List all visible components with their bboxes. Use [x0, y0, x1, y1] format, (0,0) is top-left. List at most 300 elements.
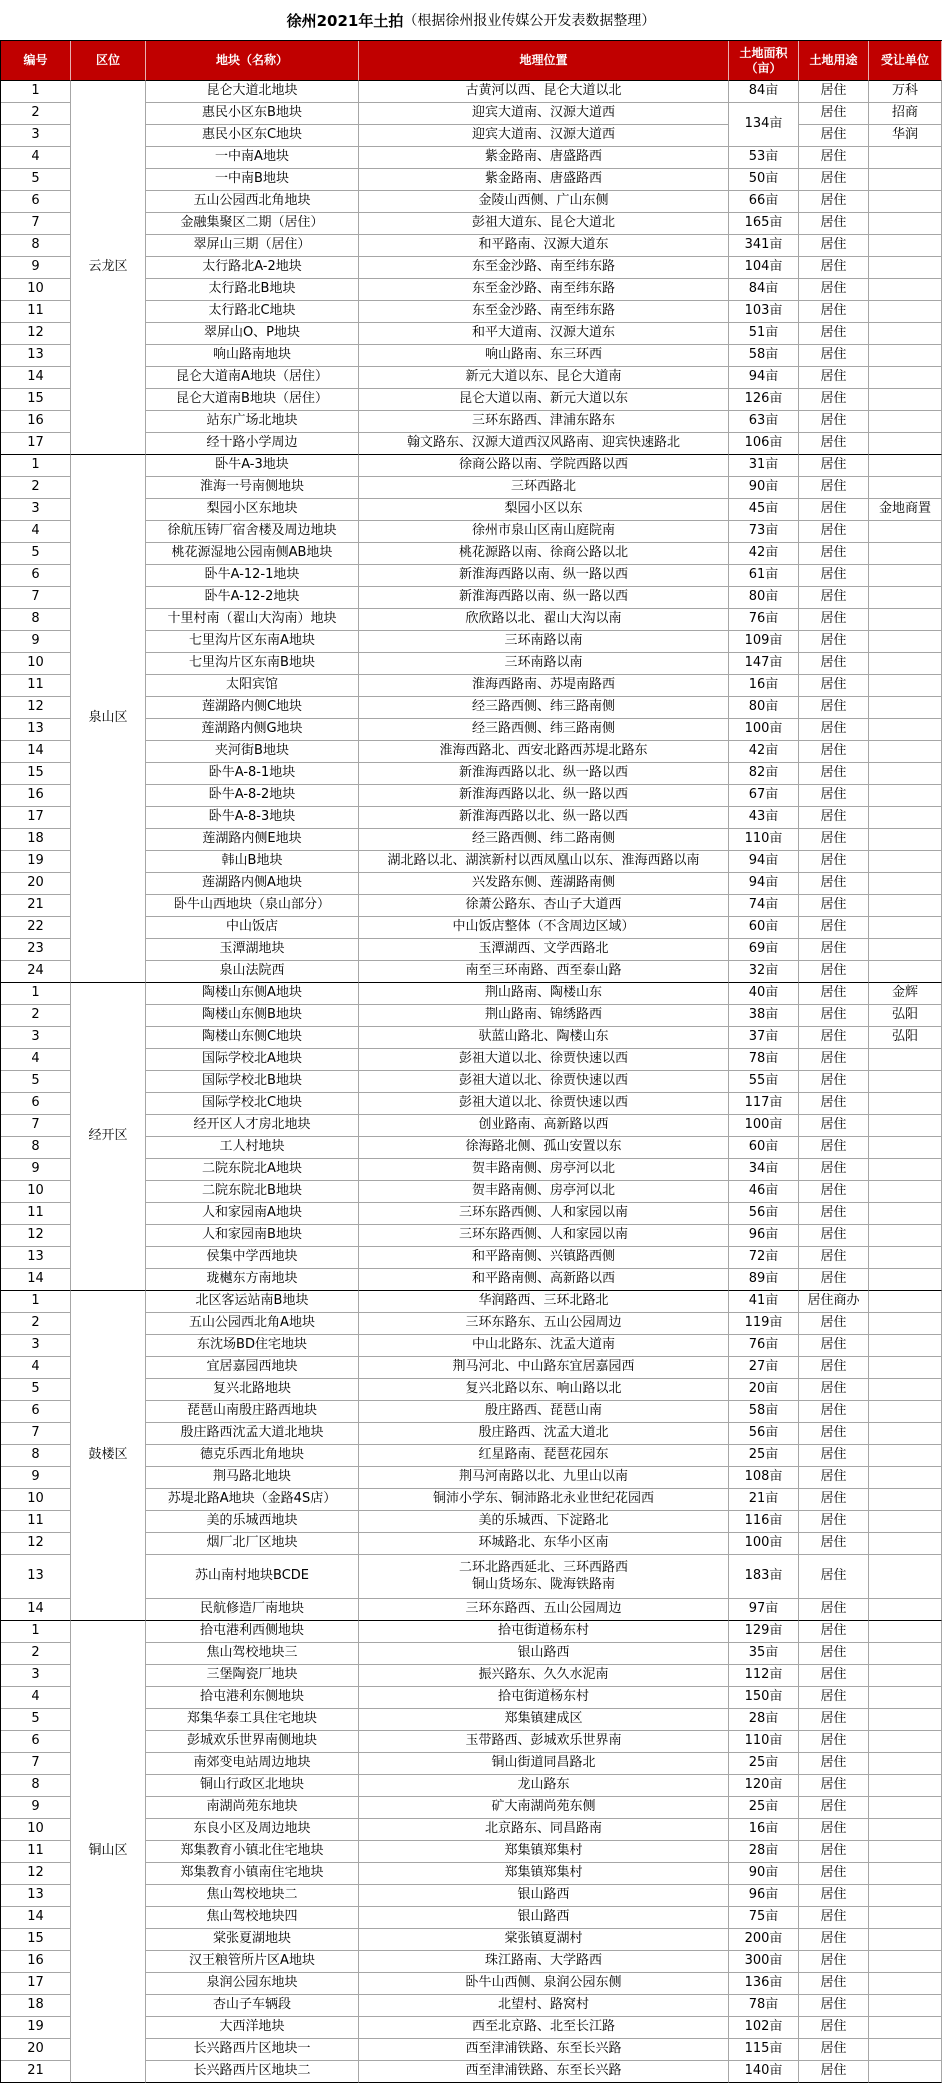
buyer-cell: 招商 — [869, 103, 942, 125]
land-use-cell: 居住 — [799, 939, 869, 961]
header-use: 土地用途 — [799, 41, 869, 81]
location-cell: 和平大道南、汉源大道东 — [359, 323, 729, 345]
land-use-cell: 居住 — [799, 2017, 869, 2039]
area-cell: 21亩 — [729, 1489, 799, 1511]
buyer-cell — [869, 1775, 942, 1797]
buyer-cell — [869, 1841, 942, 1863]
parcel-name-cell: 民航修造厂南地块 — [146, 1599, 359, 1621]
location-cell: 三环东路西、五山公园周边 — [359, 1599, 729, 1621]
parcel-name-cell: 荆马路北地块 — [146, 1467, 359, 1489]
location-cell: 荆山路南、锦绣路西 — [359, 1005, 729, 1027]
area-cell: 126亩 — [729, 389, 799, 411]
buyer-cell — [869, 1621, 942, 1643]
buyer-cell — [869, 1093, 942, 1115]
land-use-cell: 居住 — [799, 1907, 869, 1929]
row-number-cell: 8 — [1, 1775, 71, 1797]
land-use-cell: 居住 — [799, 1995, 869, 2017]
buyer-cell: 万科 — [869, 81, 942, 103]
area-cell: 60亩 — [729, 917, 799, 939]
location-cell: 西至津浦铁路、东至长兴路 — [359, 2039, 729, 2061]
row-number-cell: 14 — [1, 741, 71, 763]
parcel-name-cell: 七里沟片区东南A地块 — [146, 631, 359, 653]
buyer-cell — [869, 367, 942, 389]
row-number-cell: 8 — [1, 235, 71, 257]
row-number-cell: 10 — [1, 1181, 71, 1203]
area-cell: 84亩 — [729, 81, 799, 103]
location-cell: 新淮海西路以北、纵一路以西 — [359, 785, 729, 807]
area-cell: 50亩 — [729, 169, 799, 191]
area-cell: 58亩 — [729, 1401, 799, 1423]
land-use-cell: 居住 — [799, 983, 869, 1005]
parcel-name-cell: 工人村地块 — [146, 1137, 359, 1159]
location-cell: 龙山路东 — [359, 1775, 729, 1797]
area-cell: 72亩 — [729, 1247, 799, 1269]
area-cell: 147亩 — [729, 653, 799, 675]
buyer-cell — [869, 2039, 942, 2061]
area-cell: 67亩 — [729, 785, 799, 807]
parcel-name-cell: 金融集聚区二期（居住） — [146, 213, 359, 235]
parcel-name-cell: 梨园小区东地块 — [146, 499, 359, 521]
location-cell: 南至三环南路、西至泰山路 — [359, 961, 729, 983]
location-cell: 棠张镇夏湖村 — [359, 1929, 729, 1951]
land-use-cell: 居住 — [799, 1467, 869, 1489]
parcel-name-cell: 北区客运站南B地块 — [146, 1291, 359, 1313]
location-cell: 湖北路以北、湖滨新村以西凤凰山以东、淮海西路以南 — [359, 851, 729, 873]
row-number-cell: 9 — [1, 1467, 71, 1489]
row-number-cell: 13 — [1, 1555, 71, 1599]
area-cell: 116亩 — [729, 1511, 799, 1533]
parcel-name-cell: 韩山B地块 — [146, 851, 359, 873]
location-cell: 紫金路南、唐盛路西 — [359, 169, 729, 191]
buyer-cell — [869, 1225, 942, 1247]
area-cell: 35亩 — [729, 1643, 799, 1665]
parcel-name-cell: 南郊变电站周边地块 — [146, 1753, 359, 1775]
parcel-name-cell: 太行路北A-2地块 — [146, 257, 359, 279]
parcel-name-cell: 焦山驾校地块三 — [146, 1643, 359, 1665]
area-cell: 102亩 — [729, 2017, 799, 2039]
area-cell: 31亩 — [729, 455, 799, 477]
row-number-cell: 6 — [1, 565, 71, 587]
land-use-cell: 居住 — [799, 1753, 869, 1775]
parcel-name-cell: 国际学校北C地块 — [146, 1093, 359, 1115]
location-cell: 兴发路东侧、莲湖路南侧 — [359, 873, 729, 895]
location-cell: 西至北京路、北至长江路 — [359, 2017, 729, 2039]
location-cell: 红星路南、琵琶花园东 — [359, 1445, 729, 1467]
area-cell: 89亩 — [729, 1269, 799, 1291]
location-cell: 三环东路西、津浦东路东 — [359, 411, 729, 433]
parcel-name-cell: 大西洋地块 — [146, 2017, 359, 2039]
header-district: 区位 — [71, 41, 146, 81]
land-use-cell: 居住 — [799, 279, 869, 301]
area-cell: 100亩 — [729, 1533, 799, 1555]
land-use-cell: 居住 — [799, 785, 869, 807]
buyer-cell — [869, 1709, 942, 1731]
location-cell: 欣欣路以北、翟山大沟以南 — [359, 609, 729, 631]
header-location: 地理位置 — [359, 41, 729, 81]
location-cell: 郑集镇建成区 — [359, 1709, 729, 1731]
parcel-name-cell: 殷庄路西沈孟大道北地块 — [146, 1423, 359, 1445]
row-number-cell: 2 — [1, 1643, 71, 1665]
land-use-cell: 居住 — [799, 565, 869, 587]
parcel-name-cell: 昆仑大道南A地块（居住） — [146, 367, 359, 389]
land-use-cell: 居住 — [799, 1929, 869, 1951]
area-cell: 76亩 — [729, 609, 799, 631]
row-number-cell: 11 — [1, 301, 71, 323]
buyer-cell — [869, 1819, 942, 1841]
land-use-cell: 居住 — [799, 1225, 869, 1247]
parcel-name-cell: 焦山驾校地块二 — [146, 1885, 359, 1907]
area-cell: 51亩 — [729, 323, 799, 345]
buyer-cell — [869, 829, 942, 851]
title-main: 徐州2021年土拍 — [286, 11, 404, 30]
parcel-name-cell: 苏山南村地块BCDE — [146, 1555, 359, 1599]
parcel-name-cell: 翠屏山三期（居住） — [146, 235, 359, 257]
row-number-cell: 10 — [1, 279, 71, 301]
buyer-cell — [869, 1863, 942, 1885]
row-number-cell: 5 — [1, 1071, 71, 1093]
row-number-cell: 16 — [1, 411, 71, 433]
parcel-name-cell: 响山路南地块 — [146, 345, 359, 367]
row-number-cell: 19 — [1, 851, 71, 873]
row-number-cell: 1 — [1, 81, 71, 103]
land-use-cell: 居住 — [799, 235, 869, 257]
area-cell: 42亩 — [729, 543, 799, 565]
parcel-name-cell: 中山饭店 — [146, 917, 359, 939]
buyer-cell — [869, 895, 942, 917]
row-number-cell: 4 — [1, 1687, 71, 1709]
location-cell: 卧牛山西侧、泉润公园东侧 — [359, 1973, 729, 1995]
row-number-cell: 3 — [1, 1335, 71, 1357]
buyer-cell — [869, 1643, 942, 1665]
row-number-cell: 6 — [1, 1731, 71, 1753]
area-cell: 200亩 — [729, 1929, 799, 1951]
location-cell: 拾屯街道杨东村 — [359, 1621, 729, 1643]
location-cell: 经三路西侧、纬三路南侧 — [359, 719, 729, 741]
land-use-cell: 居住 — [799, 1027, 869, 1049]
parcel-name-cell: 侯集中学西地块 — [146, 1247, 359, 1269]
row-number-cell: 13 — [1, 1247, 71, 1269]
row-number-cell: 20 — [1, 2039, 71, 2061]
parcel-name-cell: 宜居嘉园西地块 — [146, 1357, 359, 1379]
parcel-name-cell: 淮海一号南侧地块 — [146, 477, 359, 499]
area-cell: 106亩 — [729, 433, 799, 455]
buyer-cell — [869, 1687, 942, 1709]
parcel-name-cell: 十里村南（翟山大沟南）地块 — [146, 609, 359, 631]
parcel-name-cell: 苏堤北路A地块（金路4S店） — [146, 1489, 359, 1511]
parcel-name-cell: 惠民小区东B地块 — [146, 103, 359, 125]
land-use-cell: 居住 — [799, 125, 869, 147]
area-cell: 109亩 — [729, 631, 799, 653]
location-cell: 彭祖大道以北、徐贾快速以西 — [359, 1049, 729, 1071]
land-use-cell: 居住 — [799, 1533, 869, 1555]
area-cell: 25亩 — [729, 1753, 799, 1775]
land-use-cell: 居住 — [799, 147, 869, 169]
buyer-cell — [869, 213, 942, 235]
buyer-cell — [869, 235, 942, 257]
area-cell: 300亩 — [729, 1951, 799, 1973]
district-cell: 泉山区 — [71, 455, 146, 983]
buyer-cell — [869, 1555, 942, 1599]
parcel-name-cell: 莲湖路内侧E地块 — [146, 829, 359, 851]
land-use-cell: 居住 — [799, 807, 869, 829]
land-use-cell: 居住 — [799, 587, 869, 609]
land-use-cell: 居住 — [799, 1335, 869, 1357]
buyer-cell — [869, 1885, 942, 1907]
row-number-cell: 6 — [1, 1401, 71, 1423]
row-number-cell: 2 — [1, 1313, 71, 1335]
area-cell: 120亩 — [729, 1775, 799, 1797]
row-number-cell: 7 — [1, 587, 71, 609]
parcel-name-cell: 夹河街B地块 — [146, 741, 359, 763]
row-number-cell: 15 — [1, 1929, 71, 1951]
location-cell: 梨园小区以东 — [359, 499, 729, 521]
land-use-cell: 居住 — [799, 1115, 869, 1137]
parcel-name-cell: 焦山驾校地块四 — [146, 1907, 359, 1929]
buyer-cell — [869, 917, 942, 939]
row-number-cell: 18 — [1, 1995, 71, 2017]
location-line: 铜山货场东、陇海铁路南 — [471, 1576, 615, 1592]
row-number-cell: 3 — [1, 1027, 71, 1049]
buyer-cell — [869, 169, 942, 191]
location-cell: 三环东路西侧、人和家园以南 — [359, 1203, 729, 1225]
row-number-cell: 1 — [1, 455, 71, 477]
land-use-cell: 居住 — [799, 1731, 869, 1753]
row-number-cell: 4 — [1, 1357, 71, 1379]
location-cell: 新元大道以东、昆仑大道南 — [359, 367, 729, 389]
location-cell: 彭祖大道东、昆仑大道北 — [359, 213, 729, 235]
location-cell: 美的乐城西、下淀路北 — [359, 1511, 729, 1533]
location-line: 二环北路西延北、三环西路西 — [458, 1560, 628, 1576]
parcel-name-cell: 徐航压铸厂宿舍楼及周边地块 — [146, 521, 359, 543]
row-number-cell: 8 — [1, 1445, 71, 1467]
land-use-cell: 居住 — [799, 1049, 869, 1071]
land-use-cell: 居住 — [799, 543, 869, 565]
row-number-cell: 15 — [1, 389, 71, 411]
row-number-cell: 7 — [1, 213, 71, 235]
parcel-name-cell: 昆仑大道北地块 — [146, 81, 359, 103]
buyer-cell — [869, 301, 942, 323]
area-cell: 183亩 — [729, 1555, 799, 1599]
row-number-cell: 17 — [1, 433, 71, 455]
land-use-cell: 居住 — [799, 675, 869, 697]
row-number-cell: 9 — [1, 257, 71, 279]
location-cell: 复兴北路以东、响山路以北 — [359, 1379, 729, 1401]
row-number-cell: 10 — [1, 1489, 71, 1511]
parcel-name-cell: 莲湖路内侧A地块 — [146, 873, 359, 895]
buyer-cell — [869, 719, 942, 741]
location-cell: 和平路南、汉源大道东 — [359, 235, 729, 257]
parcel-name-cell: 泉润公园东地块 — [146, 1973, 359, 1995]
area-cell: 25亩 — [729, 1797, 799, 1819]
area-cell: 53亩 — [729, 147, 799, 169]
row-number-cell: 9 — [1, 1159, 71, 1181]
row-number-cell: 17 — [1, 807, 71, 829]
location-cell: 中山饭店整体（不含周边区域） — [359, 917, 729, 939]
area-cell: 96亩 — [729, 1225, 799, 1247]
area-cell: 41亩 — [729, 1291, 799, 1313]
location-cell: 新淮海西路以南、纵一路以西 — [359, 587, 729, 609]
location-cell: 郑集镇郑集村 — [359, 1863, 729, 1885]
buyer-cell — [869, 697, 942, 719]
area-cell: 27亩 — [729, 1357, 799, 1379]
location-cell: 环城路北、东华小区南 — [359, 1533, 729, 1555]
buyer-cell — [869, 1929, 942, 1951]
buyer-cell — [869, 1423, 942, 1445]
land-use-cell: 居住 — [799, 1511, 869, 1533]
area-cell: 119亩 — [729, 1313, 799, 1335]
area-cell: 84亩 — [729, 279, 799, 301]
area-cell: 38亩 — [729, 1005, 799, 1027]
buyer-cell — [869, 345, 942, 367]
location-cell: 新淮海西路以北、纵一路以西 — [359, 807, 729, 829]
buyer-cell — [869, 1071, 942, 1093]
parcel-name-cell: 太阳宾馆 — [146, 675, 359, 697]
location-cell: 郑集镇郑集村 — [359, 1841, 729, 1863]
area-cell: 134亩 — [729, 103, 799, 147]
buyer-cell — [869, 587, 942, 609]
parcel-name-cell: 拾屯港利东侧地块 — [146, 1687, 359, 1709]
row-number-cell: 16 — [1, 1951, 71, 1973]
parcel-name-cell: 国际学校北A地块 — [146, 1049, 359, 1071]
land-use-cell: 居住 — [799, 719, 869, 741]
parcel-name-cell: 七里沟片区东南B地块 — [146, 653, 359, 675]
row-number-cell: 1 — [1, 983, 71, 1005]
area-cell: 103亩 — [729, 301, 799, 323]
buyer-cell — [869, 609, 942, 631]
land-use-cell: 居住 — [799, 1071, 869, 1093]
buyer-cell — [869, 1489, 942, 1511]
buyer-cell — [869, 1511, 942, 1533]
header-area — [729, 41, 799, 81]
parcel-name-cell: 三堡陶瓷厂地块 — [146, 1665, 359, 1687]
area-cell: 341亩 — [729, 235, 799, 257]
area-cell: 45亩 — [729, 499, 799, 521]
location-cell: 三环东路西侧、人和家园以南 — [359, 1225, 729, 1247]
land-use-cell: 居住 — [799, 1247, 869, 1269]
location-cell — [359, 1555, 729, 1599]
area-cell: 16亩 — [729, 1819, 799, 1841]
parcel-name-cell: 二院东院北A地块 — [146, 1159, 359, 1181]
row-number-cell: 5 — [1, 1379, 71, 1401]
land-use-cell: 居住 — [799, 1885, 869, 1907]
row-number-cell: 2 — [1, 103, 71, 125]
row-number-cell: 7 — [1, 1423, 71, 1445]
land-use-cell: 居住 — [799, 917, 869, 939]
row-number-cell: 4 — [1, 1049, 71, 1071]
row-number-cell: 8 — [1, 609, 71, 631]
area-cell: 94亩 — [729, 873, 799, 895]
buyer-cell — [869, 1951, 942, 1973]
buyer-cell — [869, 631, 942, 653]
row-number-cell: 13 — [1, 719, 71, 741]
row-number-cell: 20 — [1, 873, 71, 895]
land-use-cell: 居住商办 — [799, 1291, 869, 1313]
land-use-cell: 居住 — [799, 257, 869, 279]
location-cell: 荆山路南、陶楼山东 — [359, 983, 729, 1005]
buyer-cell — [869, 1115, 942, 1137]
buyer-cell — [869, 1379, 942, 1401]
area-cell: 112亩 — [729, 1665, 799, 1687]
location-cell: 驮蓝山路北、陶楼山东 — [359, 1027, 729, 1049]
location-cell: 三环南路以南 — [359, 653, 729, 675]
row-number-cell: 23 — [1, 939, 71, 961]
location-cell: 荆马河南路以北、九里山以南 — [359, 1467, 729, 1489]
land-use-cell: 居住 — [799, 81, 869, 103]
area-cell: 110亩 — [729, 829, 799, 851]
parcel-name-cell: 翠屏山O、P地块 — [146, 323, 359, 345]
land-use-cell: 居住 — [799, 301, 869, 323]
buyer-cell — [869, 1797, 942, 1819]
buyer-cell — [869, 939, 942, 961]
area-cell: 150亩 — [729, 1687, 799, 1709]
land-use-cell: 居住 — [799, 697, 869, 719]
land-use-cell: 居住 — [799, 609, 869, 631]
row-number-cell: 8 — [1, 1137, 71, 1159]
row-number-cell: 2 — [1, 477, 71, 499]
area-cell: 61亩 — [729, 565, 799, 587]
parcel-name-cell: 一中南A地块 — [146, 147, 359, 169]
buyer-cell — [869, 675, 942, 697]
land-use-cell: 居住 — [799, 1951, 869, 1973]
row-number-cell: 4 — [1, 147, 71, 169]
row-number-cell: 12 — [1, 697, 71, 719]
row-number-cell: 6 — [1, 191, 71, 213]
location-cell: 三环西路北 — [359, 477, 729, 499]
land-use-cell: 居住 — [799, 345, 869, 367]
buyer-cell — [869, 323, 942, 345]
location-cell: 迎宾大道南、汉源大道西 — [359, 103, 729, 125]
land-use-cell: 居住 — [799, 367, 869, 389]
row-number-cell: 24 — [1, 961, 71, 983]
parcel-name-cell: 昆仑大道南B地块（居住） — [146, 389, 359, 411]
header-area-line1: 土地面积 — [739, 46, 788, 61]
row-number-cell: 16 — [1, 785, 71, 807]
area-cell: 80亩 — [729, 697, 799, 719]
parcel-name-cell: 拾屯港利西侧地块 — [146, 1621, 359, 1643]
land-use-cell: 居住 — [799, 1401, 869, 1423]
row-number-cell: 6 — [1, 1093, 71, 1115]
row-number-cell: 21 — [1, 2061, 71, 2083]
land-use-cell: 居住 — [799, 1797, 869, 1819]
parcel-name-cell: 五山公园西北角A地块 — [146, 1313, 359, 1335]
row-number-cell: 3 — [1, 1665, 71, 1687]
row-number-cell: 22 — [1, 917, 71, 939]
land-use-cell: 居住 — [799, 323, 869, 345]
row-number-cell: 12 — [1, 323, 71, 345]
district-cell: 云龙区 — [71, 81, 146, 455]
land-use-cell: 居住 — [799, 1775, 869, 1797]
parcel-name-cell: 郑集教育小镇南住宅地块 — [146, 1863, 359, 1885]
row-number-cell: 3 — [1, 125, 71, 147]
land-use-cell: 居住 — [799, 477, 869, 499]
buyer-cell — [869, 433, 942, 455]
area-cell: 90亩 — [729, 477, 799, 499]
buyer-cell — [869, 807, 942, 829]
land-use-cell: 居住 — [799, 499, 869, 521]
parcel-name-cell: 棠张夏湖地块 — [146, 1929, 359, 1951]
parcel-name-cell: 莲湖路内侧C地块 — [146, 697, 359, 719]
area-cell: 94亩 — [729, 367, 799, 389]
land-use-cell: 居住 — [799, 653, 869, 675]
land-use-cell: 居住 — [799, 1181, 869, 1203]
land-use-cell: 居住 — [799, 1555, 869, 1599]
row-number-cell: 12 — [1, 1863, 71, 1885]
row-number-cell: 12 — [1, 1533, 71, 1555]
parcel-name-cell: 人和家园南B地块 — [146, 1225, 359, 1247]
buyer-cell — [869, 521, 942, 543]
land-use-cell: 居住 — [799, 521, 869, 543]
location-cell: 淮海西路北、西安北路西苏堤北路东 — [359, 741, 729, 763]
